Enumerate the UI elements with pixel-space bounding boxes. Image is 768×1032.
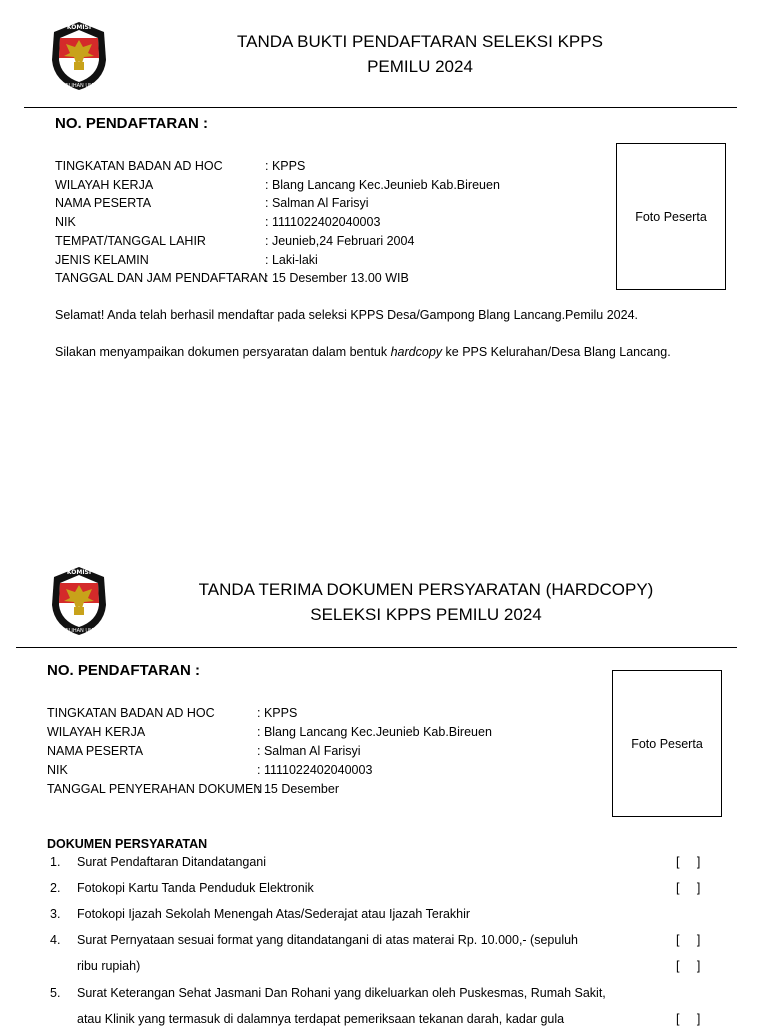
field-row: [55, 234, 414, 248]
field-value: : 1111022402040003: [265, 215, 381, 230]
kpu-logo: [48, 565, 110, 637]
field-label: TANGGAL DAN JAM PENDAFTARAN: [55, 271, 268, 286]
field-value: : Laki-laki: [265, 252, 318, 267]
field-label: JENIS KELAMIN: [55, 252, 149, 267]
svg-text:PEMILIHAN UMUM: PEMILIHAN UMUM: [56, 628, 102, 634]
field-row: [47, 744, 361, 758]
receipt1-instruction: [55, 345, 671, 359]
receipt2-photo-label: Foto Peserta: [631, 736, 703, 751]
doc-number: 1.: [50, 855, 61, 869]
receipt2-title-line2: SELEKSI KPPS PEMILU 2024: [310, 605, 542, 624]
receipt1-title-line1: TANDA BUKTI PENDAFTARAN SELEKSI KPPS: [237, 32, 603, 51]
receipt1-divider: [24, 107, 737, 108]
field-row: [47, 725, 492, 739]
field-value: : KPPS: [265, 159, 306, 173]
doc-number: 4.: [50, 933, 61, 947]
field-value: : 15 Desember: [257, 782, 339, 796]
field-value: : Blang Lancang Kec.Jeunieb Kab.Bireuen: [265, 177, 500, 192]
receipt2-title: [166, 577, 686, 627]
receipt1-photo-label: Foto Peserta: [635, 209, 707, 224]
docs-heading: DOKUMEN PERSYARATAN: [47, 837, 208, 851]
doc-item: [50, 986, 720, 1006]
field-label: TINGKATAN BADAN AD HOC: [55, 159, 223, 173]
field-value: : 15 Desember 13.00 WIB: [265, 271, 409, 286]
doc-text: Surat Pernyataan sesuai format yang ditandatangani di atas materai Rp. 10.000,- (sepuluh: [77, 933, 579, 947]
doc-checkbox[interactable]: [ ]: [676, 959, 701, 973]
doc-number: 3.: [50, 907, 61, 921]
field-row: [55, 271, 409, 285]
field-row: [47, 763, 372, 777]
doc-number: 2.: [50, 881, 61, 895]
doc-item: [50, 933, 720, 953]
field-label: TINGKATAN BADAN AD HOC: [47, 706, 215, 720]
doc-item: [50, 881, 720, 901]
receipt1-instruction-post: ke PPS Kelurahan/Desa Blang Lancang.: [442, 345, 671, 359]
receipt2-reg-label: NO. PENDAFTARAN :: [47, 662, 201, 679]
field-label: TANGGAL PENYERAHAN DOKUMEN: [47, 782, 263, 796]
svg-text:PEMILIHAN UMUM: PEMILIHAN UMUM: [56, 83, 102, 89]
field-label: NIK: [47, 763, 68, 777]
receipt1-title: [180, 29, 660, 79]
doc-checkbox[interactable]: [ ]: [676, 881, 701, 895]
field-label: WILAYAH KERJA: [47, 725, 146, 739]
receipt1-photo-box: [616, 143, 726, 290]
field-value: : Jeunieb,24 Februari 2004: [265, 233, 415, 248]
kpu-logo: [48, 20, 110, 92]
receipt2-photo-box: [612, 670, 722, 817]
field-label: NAMA PESERTA: [47, 744, 144, 758]
field-row: [55, 196, 369, 210]
field-row: [55, 253, 318, 267]
doc-checkbox[interactable]: [ ]: [676, 933, 701, 947]
doc-text: Surat Pendaftaran Ditandatangani: [77, 855, 267, 869]
doc-checkbox[interactable]: [ ]: [676, 855, 701, 869]
doc-item: [50, 959, 720, 979]
field-label: WILAYAH KERJA: [55, 177, 154, 192]
doc-item: [50, 1012, 720, 1032]
doc-text: Fotokopi Ijazah Sekolah Menengah Atas/Sederajat atau Ijazah Terakhir: [77, 907, 471, 921]
doc-checkbox[interactable]: [ ]: [676, 1012, 701, 1026]
doc-text: Surat Keterangan Sehat Jasmani Dan Rohani yang dikeluarkan oleh Puskesmas, Rumah Sakit,: [77, 986, 606, 1000]
field-row: [47, 782, 339, 796]
field-value: : 1111022402040003: [257, 763, 373, 777]
receipt1-message: Selamat! Anda telah berhasil mendaftar pada seleksi KPPS Desa/Gampong Blang Lancang.Pemilu 2024.: [55, 308, 639, 322]
doc-text: Fotokopi Kartu Tanda Penduduk Elektronik: [77, 881, 314, 895]
field-label: TEMPAT/TANGGAL LAHIR: [55, 233, 206, 248]
receipt2-divider: [16, 647, 737, 648]
receipt1-instruction-pre: Silakan menyampaikan dokumen persyaratan dalam bentuk: [55, 345, 391, 359]
field-value: : KPPS: [257, 706, 298, 720]
field-row: [55, 215, 380, 229]
field-row: [55, 159, 305, 173]
receipt1-reg-label: NO. PENDAFTARAN :: [55, 115, 209, 132]
doc-text: ribu rupiah): [77, 959, 141, 973]
field-value: : Blang Lancang Kec.Jeunieb Kab.Bireuen: [257, 725, 492, 739]
field-label: NAMA PESERTA: [55, 196, 152, 211]
doc-item: [50, 855, 720, 875]
receipt2-title-line1: TANDA TERIMA DOKUMEN PERSYARATAN (HARDCOPY): [198, 580, 654, 599]
doc-number: 5.: [50, 986, 61, 1000]
field-row: [47, 706, 297, 720]
receipt1-title-line2: PEMILU 2024: [367, 57, 473, 76]
receipt1-instruction-em: hardcopy: [390, 345, 443, 359]
svg-text:KOMISI: KOMISI: [66, 24, 92, 31]
doc-item: [50, 907, 720, 927]
svg-text:KOMISI: KOMISI: [66, 569, 92, 576]
doc-text: atau Klinik yang termasuk di dalamnya terdapat pemeriksaan tekanan darah, kadar gula: [77, 1012, 565, 1026]
field-label: NIK: [55, 215, 76, 230]
field-value: : Salman Al Farisyi: [265, 196, 369, 211]
field-row: [55, 178, 500, 192]
field-value: : Salman Al Farisyi: [257, 744, 361, 758]
